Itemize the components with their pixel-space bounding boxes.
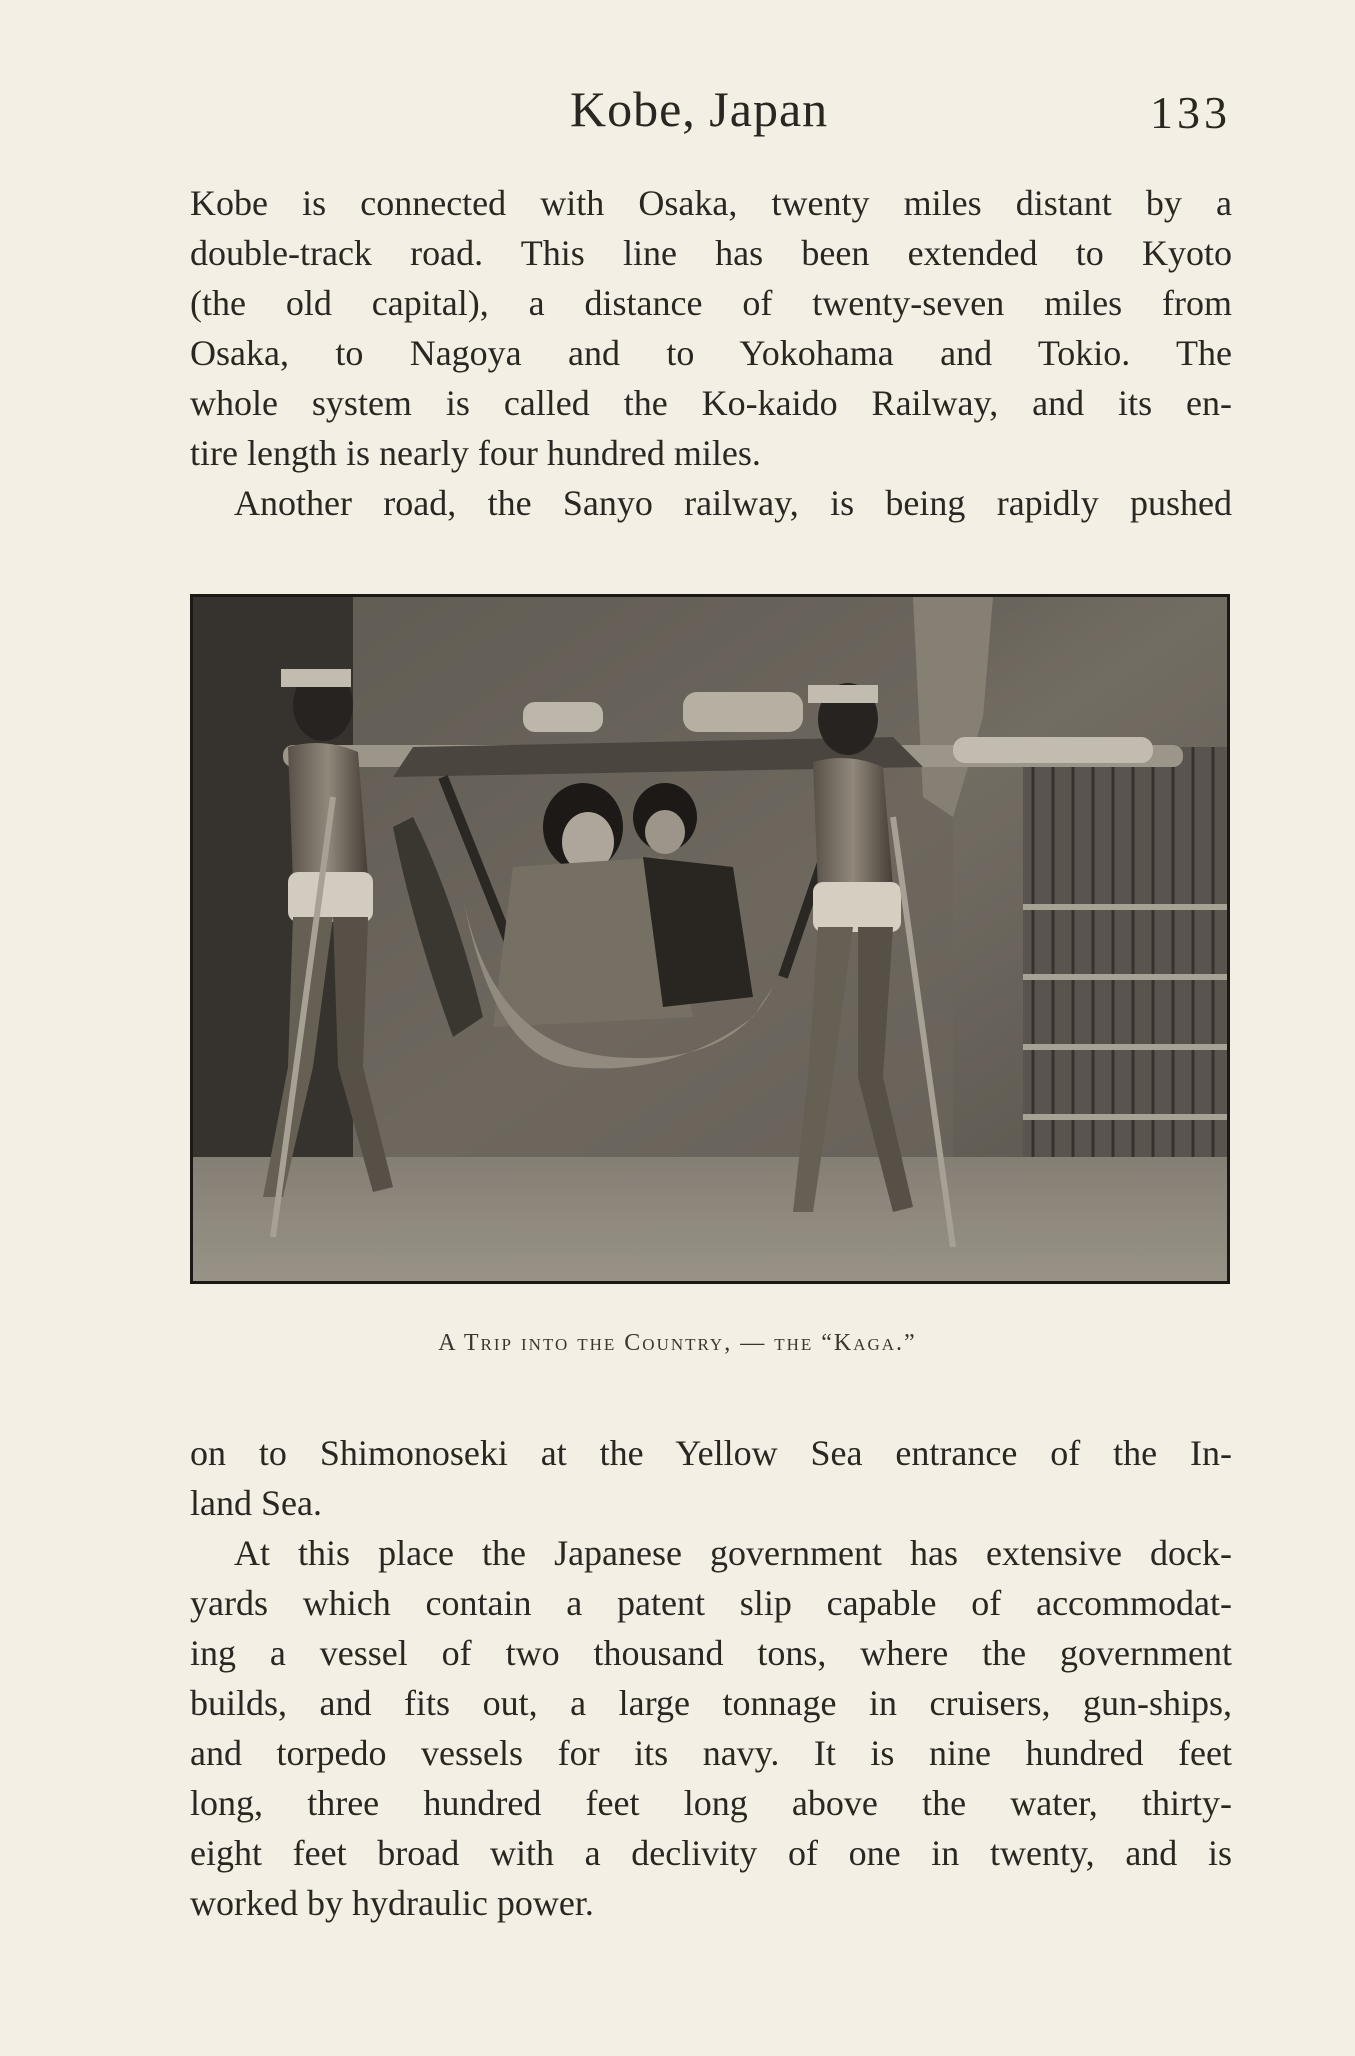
text-line: and torpedo vessels for its navy. It is nine hundred feet — [190, 1733, 1232, 1773]
paragraph-top — [190, 178, 1232, 528]
running-head — [0, 80, 1355, 150]
figure-caption: A Trip into the Country, — the “Kaga.” — [438, 1330, 917, 1356]
text-line: yards which contain a patent slip capable of accommodat- — [190, 1583, 1232, 1623]
text-line: whole system is called the Ko-kaido Railway, and its en- — [190, 383, 1232, 423]
text-line: Osaka, to Nagoya and to Yokohama and Tokio. The — [190, 333, 1232, 373]
text-line: Kobe is connected with Osaka, twenty miles distant by a — [190, 183, 1232, 223]
photograph-kago-bearers — [190, 594, 1230, 1284]
text-line: At this place the Japanese government has extensive dock- — [234, 1533, 1232, 1573]
text-line: worked by hydraulic power. — [190, 1883, 594, 1923]
text-line: (the old capital), a distance of twenty-seven miles from — [190, 283, 1232, 323]
text-line: long, three hundred feet long above the water, thirty- — [190, 1783, 1232, 1823]
running-title: Kobe, Japan — [570, 81, 829, 137]
photo-illustration — [193, 597, 1227, 1281]
text-line: ing a vessel of two thousand tons, where the government — [190, 1633, 1232, 1673]
text-line: double-track road. This line has been extended to Kyoto — [190, 233, 1232, 273]
text-line: on to Shimonoseki at the Yellow Sea entrance of the In- — [190, 1433, 1232, 1473]
page-number: 133 — [1150, 87, 1231, 138]
paragraph-bottom — [190, 1428, 1232, 1928]
text-line: land Sea. — [190, 1483, 322, 1523]
text-line: Another road, the Sanyo railway, is being rapidly pushed — [234, 483, 1232, 523]
text-line: tire length is nearly four hundred miles. — [190, 433, 761, 473]
text-line: builds, and fits out, a large tonnage in cruisers, gun-ships, — [190, 1683, 1232, 1723]
text-line: eight feet broad with a declivity of one in twenty, and is — [190, 1833, 1232, 1873]
